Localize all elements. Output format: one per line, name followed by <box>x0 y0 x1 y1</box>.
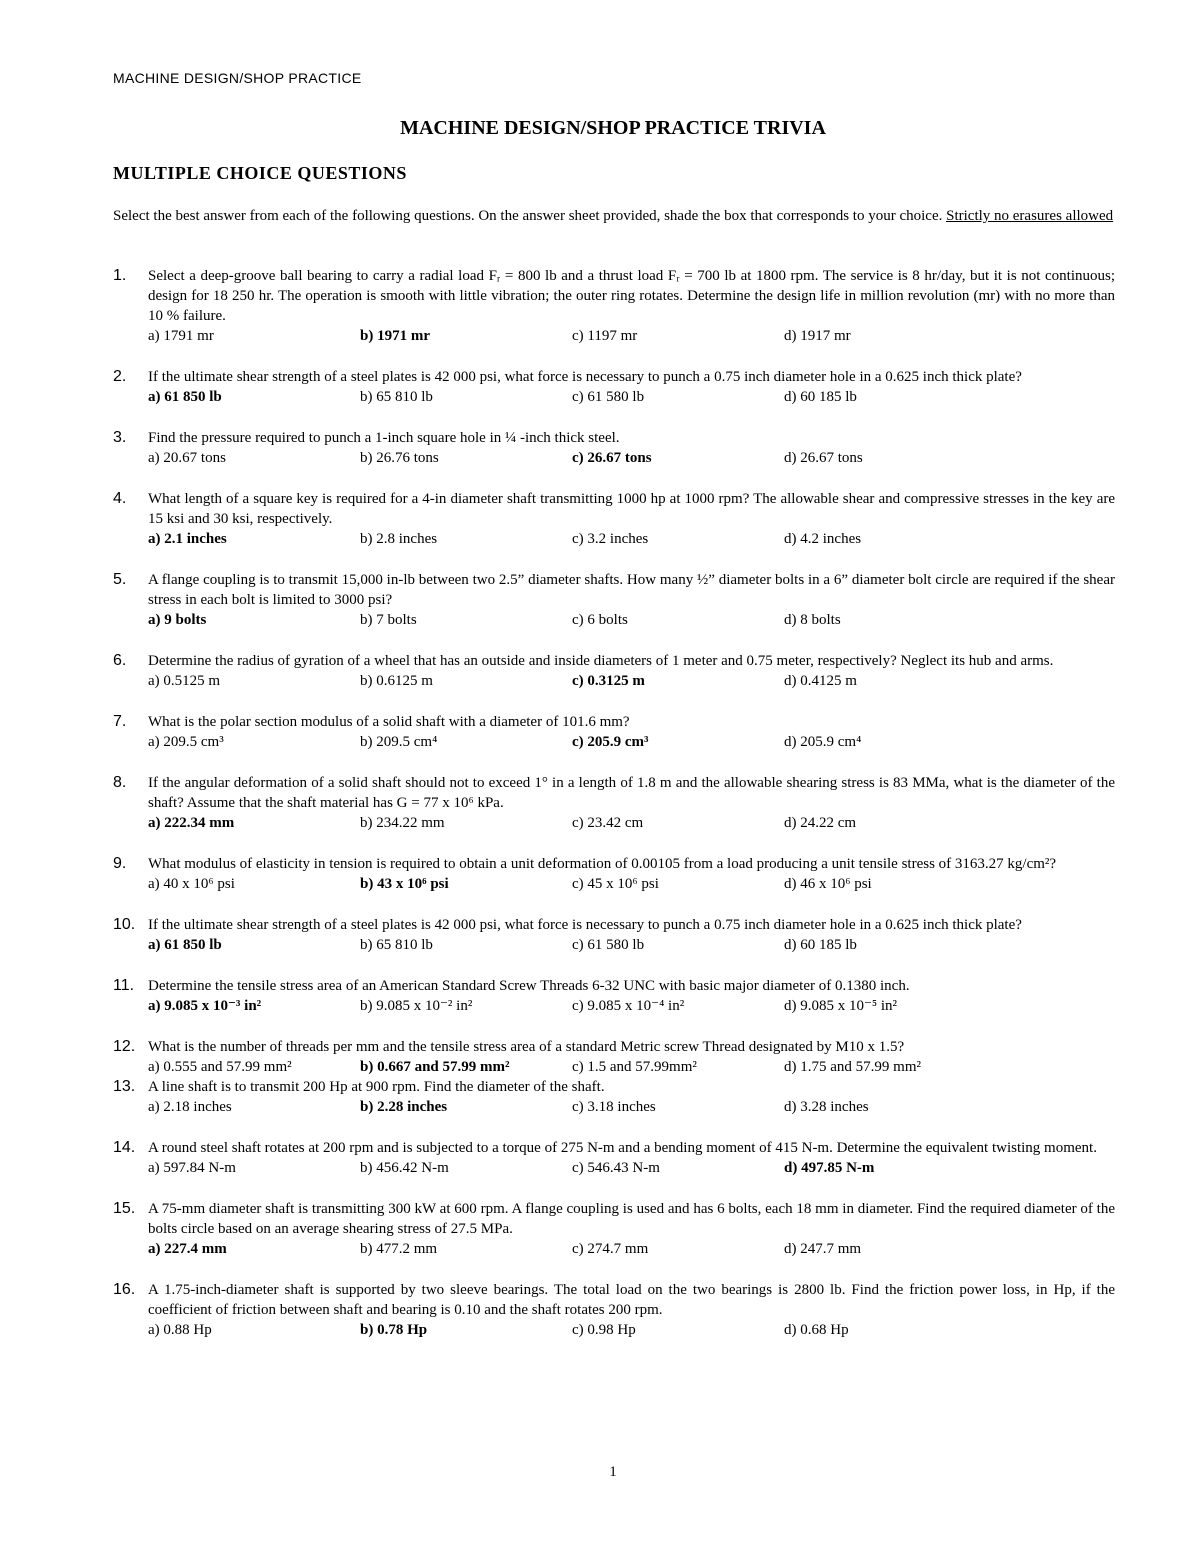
choice-c: c) 26.67 tons <box>572 450 652 466</box>
choice-d: d) 1.75 and 57.99 mm² <box>784 1059 921 1075</box>
question-15 <box>113 1199 1115 1259</box>
choice-a: a) 61 850 lb <box>148 389 222 405</box>
choice-a: a) 20.67 tons <box>148 450 226 466</box>
choice-c: c) 3.2 inches <box>572 531 649 547</box>
question-1 <box>113 266 1115 346</box>
choice-c: c) 45 x 10⁶ psi <box>572 876 659 892</box>
question-7 <box>113 712 1115 752</box>
choice-b: b) 477.2 mm <box>360 1241 438 1257</box>
question-number: 15. <box>113 1200 136 1217</box>
choice-b: b) 234.22 mm <box>360 815 445 831</box>
question-list <box>113 266 1115 1340</box>
question-number: 6. <box>113 652 127 669</box>
choice-a: a) 2.18 inches <box>148 1099 232 1115</box>
choice-c: c) 0.98 Hp <box>572 1322 636 1338</box>
question-5 <box>113 570 1115 630</box>
choice-d: d) 3.28 inches <box>784 1099 869 1115</box>
choice-c: c) 274.7 mm <box>572 1241 649 1257</box>
choice-b: b) 65 810 lb <box>360 389 433 405</box>
choice-c: c) 3.18 inches <box>572 1099 656 1115</box>
choice-c: c) 1197 mr <box>572 328 638 344</box>
question-6 <box>113 651 1115 691</box>
choice-d: d) 46 x 10⁶ psi <box>784 876 872 892</box>
choice-b: b) 0.6125 m <box>360 673 433 689</box>
choice-b: b) 1971 mr <box>360 328 430 344</box>
choice-a: a) 9.085 x 10⁻³ in² <box>148 998 262 1014</box>
question-9 <box>113 854 1115 894</box>
question-text: Determine the tensile stress area of an American Standard Screw Threads 6-32 UNC with basic major diameter of 0.1380 inch. <box>148 978 910 994</box>
question-number: 14. <box>113 1139 136 1156</box>
question-text: If the ultimate shear strength of a steel plates is 42 000 psi, what force is necessary to punch a 0.75 inch diameter hole in a 0.625 inch thick plate? <box>148 369 1022 385</box>
choice-d: d) 26.67 tons <box>784 450 863 466</box>
choice-a: a) 40 x 10⁶ psi <box>148 876 235 892</box>
choice-d: d) 205.9 cm⁴ <box>784 734 862 750</box>
choice-b: b) 456.42 N-m <box>360 1160 449 1176</box>
section-title: MULTIPLE CHOICE QUESTIONS <box>113 163 407 183</box>
question-number: 13. <box>113 1078 136 1095</box>
choice-b: b) 65 810 lb <box>360 937 433 953</box>
choice-c: c) 61 580 lb <box>572 937 645 953</box>
choice-a: a) 597.84 N-m <box>148 1160 236 1176</box>
question-8 <box>113 773 1115 833</box>
choice-b: b) 0.667 and 57.99 mm² <box>360 1059 510 1075</box>
choice-c: c) 205.9 cm³ <box>572 734 649 750</box>
choice-a: a) 227.4 mm <box>148 1241 227 1257</box>
choice-a: a) 0.5125 m <box>148 673 221 689</box>
question-number: 7. <box>113 713 127 730</box>
choice-a: a) 9 bolts <box>148 612 207 628</box>
choice-c: c) 1.5 and 57.99mm² <box>572 1059 697 1075</box>
choice-c: c) 61 580 lb <box>572 389 645 405</box>
running-header: MACHINE DESIGN/SHOP PRACTICE <box>113 70 362 86</box>
choice-d: d) 24.22 cm <box>784 815 857 831</box>
choice-a: a) 1791 mr <box>148 328 214 344</box>
page-number: 1 <box>609 1464 617 1480</box>
question-number: 2. <box>113 368 127 385</box>
choice-c: c) 0.3125 m <box>572 673 645 689</box>
choice-c: c) 23.42 cm <box>572 815 644 831</box>
question-number: 16. <box>113 1281 136 1298</box>
question-text: If the angular deformation of a solid shaft should not to exceed 1° in a length of 1.8 m and the allowable shearing stress is 83 MMa, what is the diameter of the shaft? Assume that the shaft material has G = 77 x 10⁶ kPa. <box>148 775 1115 811</box>
question-text: Determine the radius of gyration of a wheel that has an outside and inside diameters of 1 meter and 0.75 meter, respectively? Neglect its hub and arms. <box>148 653 1054 669</box>
question-text: What length of a square key is required for a 4-in diameter shaft transmitting 1000 hp at 1000 rpm? The allowable shear and compressive stresses in the key are 15 ksi and 30 ksi, respectively. <box>148 491 1115 527</box>
document-title: MACHINE DESIGN/SHOP PRACTICE TRIVIA <box>400 117 826 139</box>
question-number: 4. <box>113 490 127 507</box>
question-10 <box>113 915 1115 955</box>
choice-b: b) 0.78 Hp <box>360 1322 428 1338</box>
question-text: A round steel shaft rotates at 200 rpm and is subjected to a torque of 275 N-m and a bending moment of 415 N-m. Determine the equivalent twisting moment. <box>148 1140 1097 1156</box>
choice-a: a) 0.555 and 57.99 mm² <box>148 1059 292 1075</box>
choice-d: d) 60 185 lb <box>784 389 857 405</box>
instructions <box>113 206 1115 226</box>
question-16 <box>113 1280 1115 1340</box>
question-number: 8. <box>113 774 127 791</box>
choice-d: d) 247.7 mm <box>784 1241 862 1257</box>
choice-b: b) 2.28 inches <box>360 1099 448 1115</box>
instructions-underlined: Strictly no erasures allowed <box>946 208 1114 224</box>
question-number: 12. <box>113 1038 136 1055</box>
question-text: Find the pressure required to punch a 1-inch square hole in ¼ -inch thick steel. <box>148 430 620 446</box>
question-number: 10. <box>113 916 136 933</box>
choice-a: a) 2.1 inches <box>148 531 227 547</box>
question-14 <box>113 1138 1115 1178</box>
question-text: If the ultimate shear strength of a steel plates is 42 000 psi, what force is necessary to punch a 0.75 inch diameter hole in a 0.625 inch thick plate? <box>148 917 1022 933</box>
question-text: A 75-mm diameter shaft is transmitting 300 kW at 600 rpm. A flange coupling is used and has 6 bolts, each 18 mm in diameter. Find the required diameter of the bolts circle based on an average shearing stress of 27.5 MPa. <box>148 1201 1115 1237</box>
question-12 <box>113 1037 1115 1077</box>
question-text: A line shaft is to transmit 200 Hp at 900 rpm. Find the diameter of the shaft. <box>148 1079 605 1095</box>
choice-a: a) 0.88 Hp <box>148 1322 212 1338</box>
choice-b: b) 209.5 cm⁴ <box>360 734 438 750</box>
choice-d: d) 497.85 N-m <box>784 1160 875 1176</box>
question-text: What is the polar section modulus of a solid shaft with a diameter of 101.6 mm? <box>148 714 630 730</box>
choice-b: b) 9.085 x 10⁻² in² <box>360 998 473 1014</box>
choice-b: b) 43 x 10⁶ psi <box>360 876 449 892</box>
choice-b: b) 26.76 tons <box>360 450 439 466</box>
question-number: 5. <box>113 571 127 588</box>
choice-c: c) 546.43 N-m <box>572 1160 660 1176</box>
choice-d: d) 8 bolts <box>784 612 841 628</box>
choice-a: a) 209.5 cm³ <box>148 734 224 750</box>
question-2 <box>113 367 1115 407</box>
question-text: A 1.75-inch-diameter shaft is supported by two sleeve bearings. The total load on the two bearings is 2800 lb. Find the friction power loss, in Hp, if the coefficient of friction between shaft and bearing is 0.10 and the shaft rotates 200 rpm. <box>148 1282 1115 1318</box>
choice-b: b) 2.8 inches <box>360 531 438 547</box>
question-number: 11. <box>113 977 135 994</box>
question-text: A flange coupling is to transmit 15,000 in-lb between two 2.5” diameter shafts. How many ½” diameter bolts in a 6” diameter bolt circle are required if the shear stress in each bolt is limited to 3000 psi? <box>148 572 1115 608</box>
choice-a: a) 222.34 mm <box>148 815 235 831</box>
choice-d: d) 1917 mr <box>784 328 851 344</box>
question-number: 9. <box>113 855 127 872</box>
question-text: What modulus of elasticity in tension is required to obtain a unit deformation of 0.00105 from a load producing a unit tensile stress of 3163.27 kg/cm²? <box>148 856 1057 872</box>
choice-b: b) 7 bolts <box>360 612 417 628</box>
question-11 <box>113 976 1115 1016</box>
choice-d: d) 4.2 inches <box>784 531 862 547</box>
instructions-text: Select the best answer from each of the following questions. On the answer sheet provided, shade the box that corresponds to your choice. <box>113 208 943 224</box>
choice-d: d) 9.085 x 10⁻⁵ in² <box>784 998 898 1014</box>
question-13 <box>113 1077 1115 1117</box>
choice-d: d) 0.68 Hp <box>784 1322 849 1338</box>
question-text: What is the number of threads per mm and the tensile stress area of a standard Metric screw Thread designated by M10 x 1.5? <box>148 1039 905 1055</box>
question-text: Select a deep-groove ball bearing to carry a radial load Fᵣ = 800 lb and a thrust load Fᵣ = 700 lb at 1800 rpm. The service is 8 hr/day, but it is not continuous; design for 18 250 hr. The operation is smooth with little vibration; the outer ring rotates. Determine the design life in million revolution (mr) with no more than 10 % failure. <box>148 268 1115 324</box>
question-number: 3. <box>113 429 127 446</box>
question-3 <box>113 428 1115 468</box>
choice-d: d) 0.4125 m <box>784 673 857 689</box>
choice-c: c) 6 bolts <box>572 612 628 628</box>
choice-c: c) 9.085 x 10⁻⁴ in² <box>572 998 685 1014</box>
choice-d: d) 60 185 lb <box>784 937 857 953</box>
choice-a: a) 61 850 lb <box>148 937 222 953</box>
question-number: 1. <box>113 267 127 284</box>
question-4 <box>113 489 1115 549</box>
